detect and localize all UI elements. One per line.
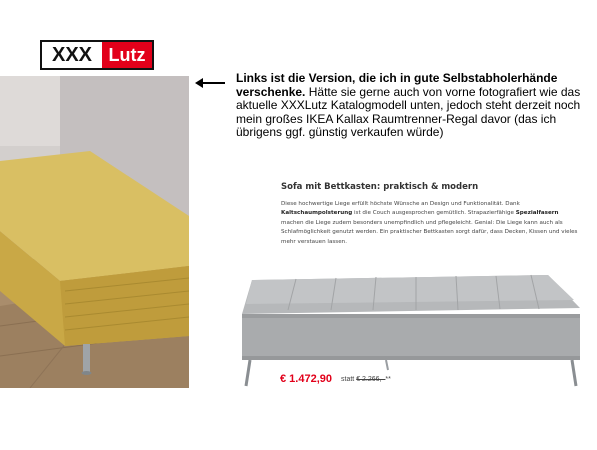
left-arrow-icon — [195, 76, 225, 90]
sofa-image — [236, 270, 586, 390]
desc-part-3: machen die Liege zudem besonders unempfindlich und pflegeleicht. Genial: Die Liege kann auch als Schlafmöglichkeit genutzt werden. Ein praktischer Bettkasten sorgt dafür, dass Decken, Kissen und vieles mehr verstauen lassen. — [281, 219, 578, 245]
price-old — [341, 376, 391, 383]
desc-bold-2: Spezialfasern — [515, 210, 559, 217]
desc-part-2: ist die Couch ausgesprochen gemütlich. Strapazierfähige — [352, 210, 516, 217]
price-statt: statt — [341, 376, 357, 383]
logo-lutz-text: Lutz — [102, 42, 152, 68]
intro-rest: Hätte sie gerne auch von vorne fotografiert wie das aktuelle XXXLutz Katalogmodell unten, jedoch steht derzeit noch mein großes IKEA Kallax Raumtrenner-Regal davor (das ich übrigens ggf. günstig verkaufen würde) — [236, 84, 581, 139]
desc-bold-1: Kaltschaumpolsterung — [281, 210, 353, 217]
price-old-value: € 2.266,– — [356, 376, 386, 383]
price-old-suffix: ** — [385, 376, 391, 383]
price-current: € 1.472,90 — [280, 373, 332, 385]
xxxlutz-logo — [40, 40, 154, 70]
catalog-title: Sofa mit Bettkasten: praktisch & modern — [281, 182, 479, 192]
catalog-description — [281, 200, 581, 247]
intro-paragraph — [236, 72, 588, 140]
desc-part-1: Diese hochwertige Liege erfüllt höchste Wünsche an Design und Funktionalität. Dank — [281, 201, 520, 207]
mattress-photo — [0, 76, 189, 388]
intro-bold: Links ist die Version, die ich in gute Selbstabholerhände verschenke. — [236, 71, 558, 99]
logo-xxx-text: XXX — [51, 43, 93, 66]
